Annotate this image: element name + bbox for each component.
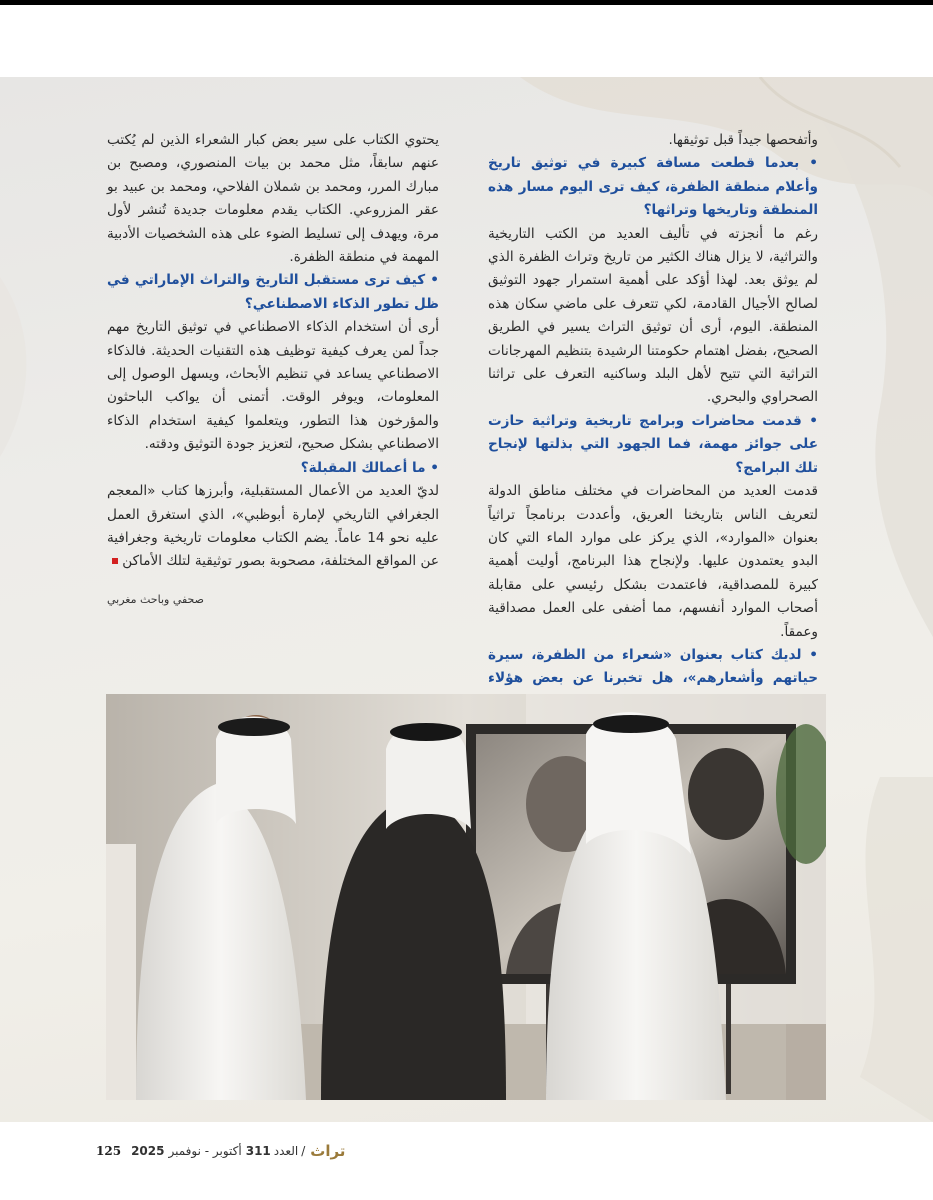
question-r-1: • بعدما قطعت مسافة كبيرة في توثيق تاريخ وأعلام منطقة الظفرة، كيف ترى اليوم مسار هذه المنطقة وتاريخها وتراثها؟ — [488, 155, 818, 219]
para-l-2: أرى أن استخدام الذكاء الاصطناعي في توثيق التاريخ مهم جداً لمن يعرف كيفية توظيف هذه التقنيات الحديثة. فالذكاء الاصطناعي يساعد في تنظيم الأبحاث، ويسهل الوصول إلى المعلومات، ويوفر الوقت. أتمنى أن يواكب الباحثون والمؤرخون هذا التطور، ويتعلموا كيفية استخدام الذكاء الاصطناعي بشكل صحيح، لتعزيز جودة التوثيق ودقته. — [107, 319, 439, 453]
para-r-2: رغم ما أنجزته في تأليف العديد من الكتب التاريخية والتراثية، لا يزال هناك الكثير من تاريخ وتراث الظفرة الذي لم يوثق بعد. لهذا أؤكد على أهمية استمرار جهود التوثيق لصالح الأجيال القادمة، لكي تتعرف على ماضي سكان هذه المنطقة. اليوم، أرى أن توثيق التراث يسير في الطريق الصحيح، بفضل اهتمام حكومتنا الرشيدة بتنظيم المهرجانات التراثية التي تتيح لأهل البلد وساكنيه التعرف على تراثنا الصحراوي والبحري. — [488, 225, 818, 406]
magazine-logo: تراث — [310, 1142, 346, 1160]
magazine-page — [0, 77, 933, 1122]
page-footer — [96, 1140, 396, 1162]
issue-year: 2025 — [131, 1144, 165, 1158]
question-l-3: • ما أعمالك المقبلة؟ — [300, 459, 439, 476]
page-number: 125 — [96, 1144, 122, 1158]
issue-label: العدد — [273, 1144, 299, 1158]
issue-months: أكتوبر - نوفمبر — [168, 1144, 242, 1158]
para-r-0: وأتفحصها جيداً قبل توثيقها. — [668, 132, 818, 148]
question-l-1: • كيف ترى مستقبل التاريخ والتراث الإماراتي في ظل تطور الذكاء الاصطناعي؟ — [107, 272, 439, 312]
para-l-4 — [107, 480, 439, 574]
issue-number: 311 — [245, 1144, 271, 1158]
article-photo — [106, 694, 826, 1100]
left-column — [107, 129, 439, 611]
top-border — [0, 0, 933, 5]
question-r-5: • لديك كتاب بعنوان «شعراء من الظفرة، سيرة حياتهم وأشعارهم»، هل تخبرنا عن بعض هؤلاء — [488, 646, 818, 687]
para-l-4-text: لديّ العديد من الأعمال المستقبلية، وأبرزها كتاب «المعجم الجغرافي التاريخي لإمارة أبوظبي»، الذي استغرق العمل عليه نحو 14 عاماً. يضم الكتاب معلومات تاريخية وجغرافية عن المواقع المختلفة، مصحوبة بصور توثيقية لتلك الأماكن — [107, 483, 439, 570]
author-credit: صحفي وباحث مغربي — [107, 592, 204, 606]
question-r-3: • قدمت محاضرات وبرامج تاريخية وتراثية حازت على جوائز مهمة، فما الجهود التي بذلتها لإنجاح تلك البرامج؟ — [488, 412, 818, 476]
right-column — [488, 129, 818, 714]
para-r-4: قدمت العديد من المحاضرات في مختلف مناطق الدولة لتعريف الناس بتاريخنا العريق، وأعددت برنامجاً تراثياً بعنوان «الموارد»، الذي يركز على موارد الماء التي كان البدو يعتمدون عليها. ولإنجاح هذا البرنامج، أوليت أهمية كبيرة للمصداقية، فاعتمدت بشكل رئيسي على مقابلة أصحاب الموارد أنفسهم، مما أضفى على العمل مصداقية وعمقاً. — [488, 483, 818, 640]
end-of-article-mark — [112, 558, 118, 564]
footer-separator: / — [301, 1144, 306, 1158]
para-l-0: يحتوي الكتاب على سير بعض كبار الشعراء الذين لم يُكتب عنهم سابقاً، مثل محمد بن بيات المنصوري، ومصبح بن مبارك المرر، ومحمد بن شملان الفلاحي، ومحمد بن عبيد بو عقر المزروعي. الكتاب يقدم معلومات جديدة تُنشر لأول مرة، ويهدف إلى تسليط الضوء على هذه الشخصيات الأدبية المهمة في منطقة الظفرة. — [107, 132, 439, 266]
